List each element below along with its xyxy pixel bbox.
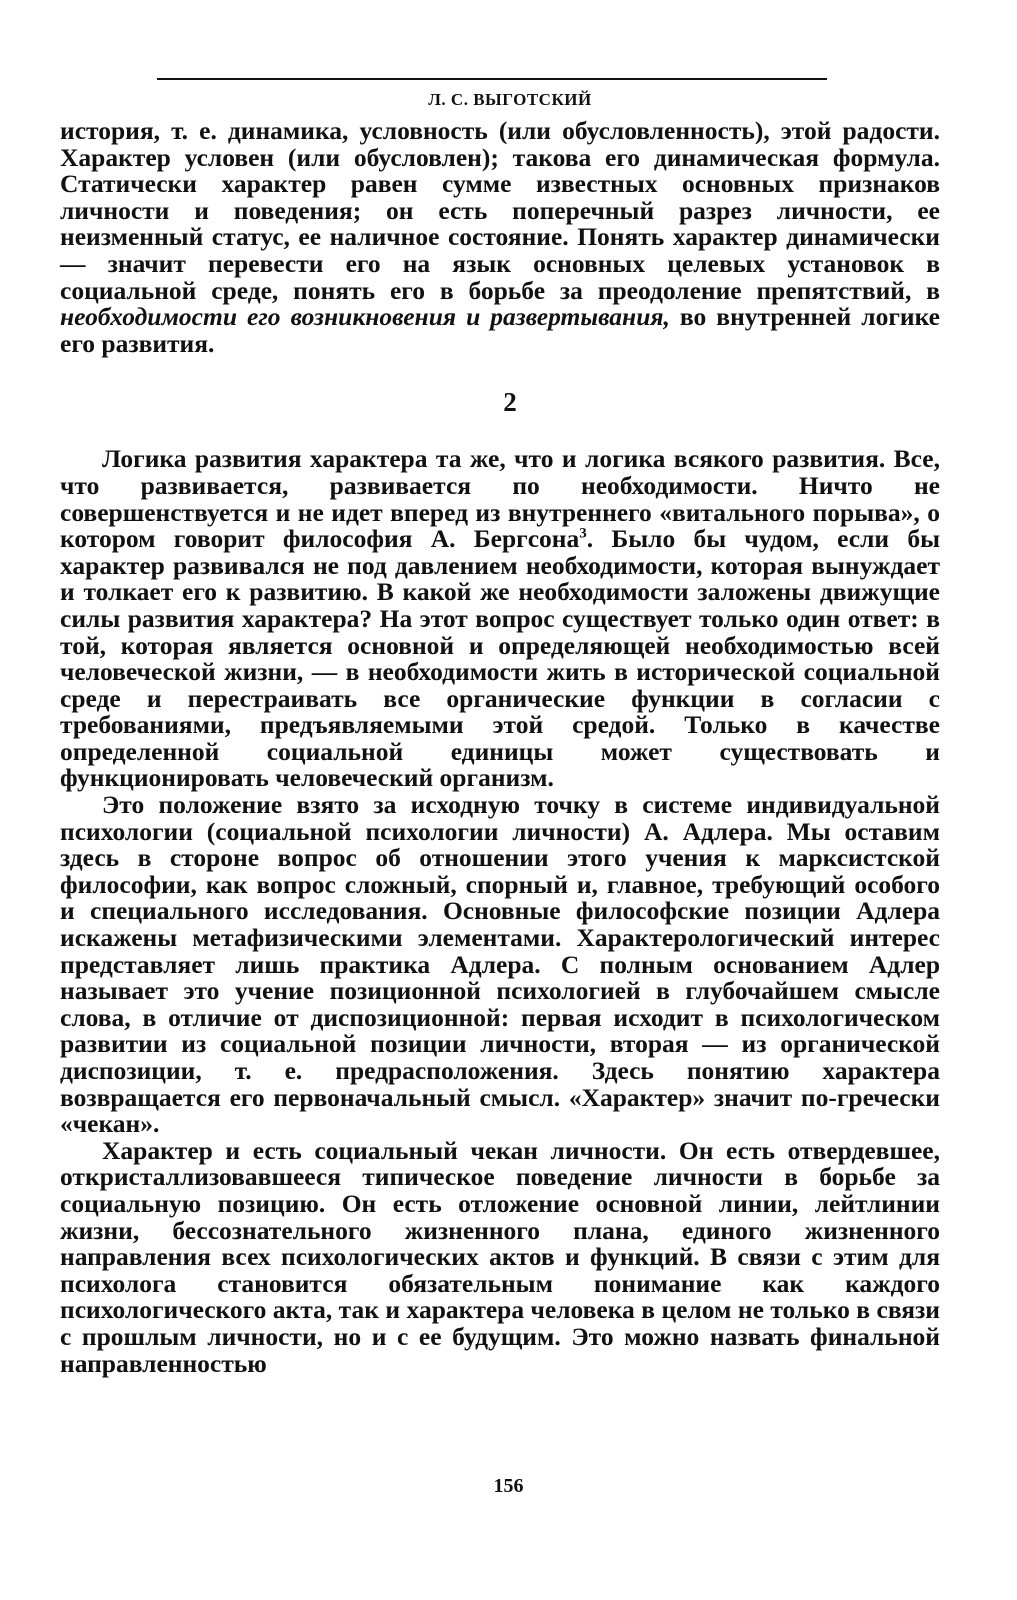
paragraph: Это положение взято за исходную точку в системе индивидуальной психологии (социальной психологии личности) А. Адлера. Мы оставим здесь в стороне вопрос об отношении этого учения к марксистской философии, как вопрос сложный, спорный и, главное, требующий особого и специального исследования. Основные философские позиции Адлера искажены метафизическими элементами. Характерологический интерес представляет лишь практика Адлера. С полным основанием Адлер называет это учение позиционной психологией в глубочайшем смысле слова, в отличие от диспозиционной: первая исходит в психологическом развитии из социальной позиции личности, вторая — из органической диспозиции, т. е. предрасположения. Здесь понятию характера возвращается его первоначальный смысл. «Характер» значит по-гречески «чекан». bbox=[60, 790, 940, 1139]
paragraph bbox=[60, 446, 940, 792]
paragraph-text: история, т. е. динамика, условность (или обусловленность), этой радости. Характер условен (или обусловлен); такова его динамическая формула. Статически характер равен сумме известных основных признаков личности и поведения; он есть поперечный разрез личности, ее неизменный статус, ее наличное состояние. Понять характер динамически — значит перевести его на язык основных целевых установок в социальной среде, понять его в борьбе за преодоление препятствий, в bbox=[60, 116, 940, 305]
paragraph-text: Логика развития характера та же, что и логика всякого развития. Все, что развивается, развивается по необходимости. Ничто не совершенствуется и не идет вперед из внутреннего «витального порыва», о котором говорит философия А. Бергсона bbox=[60, 444, 940, 554]
section-number: 2 bbox=[503, 387, 517, 418]
page-body bbox=[60, 78, 940, 1377]
paragraph-text: во внутренней логике его развития. bbox=[60, 302, 940, 358]
paragraph-continuation bbox=[60, 118, 940, 357]
page-number: 156 bbox=[493, 1475, 524, 1497]
emphasized-text: необходимости его возникновения и развертывания, bbox=[60, 302, 670, 332]
running-head: Л. С. ВЫГОТСКИЙ bbox=[428, 90, 592, 109]
paragraph-text: . Было бы чудом, если бы характер развивался не под давлением необходимости, которая вынуждает и толкает его к развитию. В какой же необходимости заложены движущие силы развития характера? На этот вопрос существует только один ответ: в той, которая является основной и определяющей необходимостью всей человеческой жизни, — в необходимости жить в исторической социальной среде и перестраивать все органические функции в согласии с требованиями, предъявляемыми этой средой. Только в качестве определенной социальной единицы может существовать и функционировать человеческий организм. bbox=[60, 524, 940, 793]
paragraph: Характер и есть социальный чекан личности. Он есть отвердевшее, откристаллизовавшееся типическое поведение личности в борьбе за социальную позицию. Он есть отложение основной линии, лейтлинии жизни, бессознательного жизненного плана, единого жизненного направления всех психологических актов и функций. В связи с этим для психолога становится обязательным понимание как каждого психологического акта, так и характера человека в целом не только в связи с прошлым личности, но и с ее будущим. Это можно назвать финальной направленностью bbox=[60, 1135, 940, 1378]
header-rule bbox=[157, 78, 827, 80]
footnote-marker: 3 bbox=[579, 525, 587, 542]
